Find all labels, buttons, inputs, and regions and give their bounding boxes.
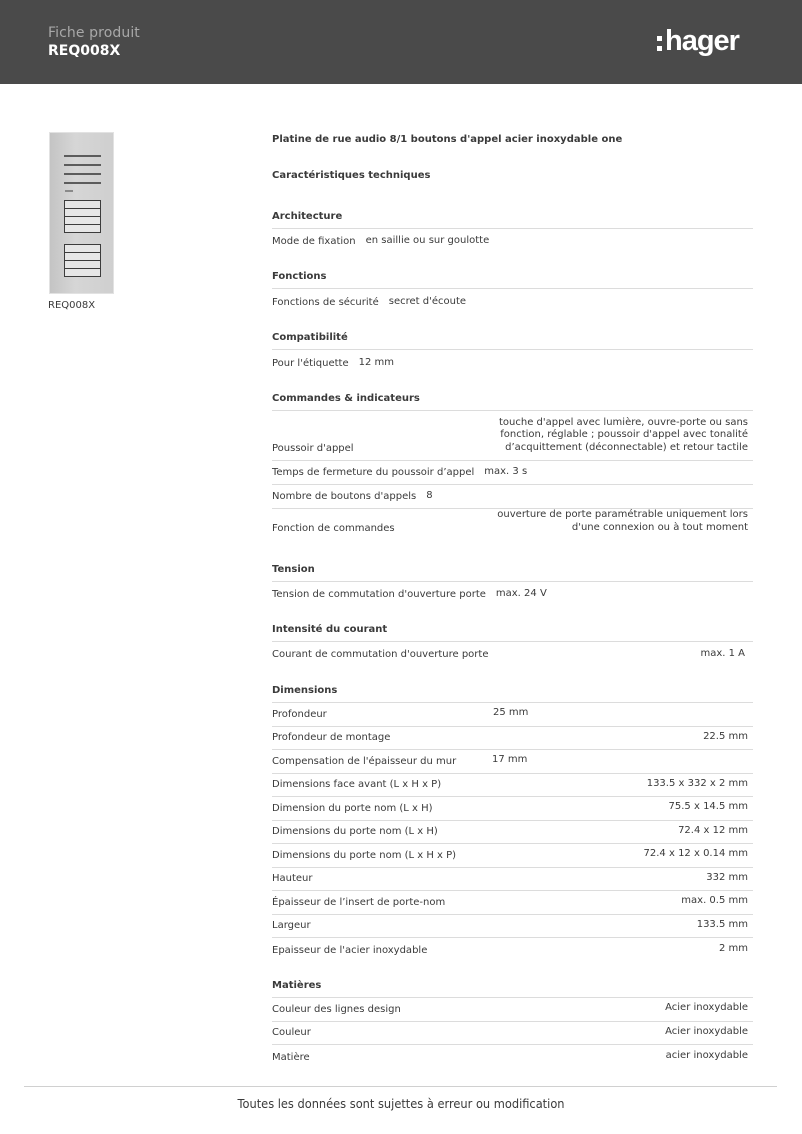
spec-row bbox=[272, 411, 753, 461]
spec-value: Acier inoxydable bbox=[665, 1025, 748, 1037]
spec-value: max. 1 A bbox=[700, 647, 745, 659]
spec-value: acier inoxydable bbox=[665, 1050, 748, 1061]
spec-row bbox=[272, 797, 753, 821]
spec-label: Hauteur bbox=[272, 873, 313, 884]
spec-row bbox=[272, 915, 753, 939]
section-title: Architecture bbox=[272, 210, 753, 229]
spec-label: Profondeur de montage bbox=[272, 732, 391, 743]
spec-value: max. 0.5 mm bbox=[681, 895, 748, 906]
section-title: Matières bbox=[272, 979, 753, 998]
spec-label: Couleur bbox=[272, 1027, 311, 1038]
section-title: Commandes & indicateurs bbox=[272, 392, 753, 411]
spec-value: 75.5 x 14.5 mm bbox=[668, 801, 748, 812]
section-title: Dimensions bbox=[272, 684, 753, 703]
panel-logo-icon bbox=[65, 190, 73, 192]
spec-label: Couleur des lignes design bbox=[272, 1003, 401, 1015]
section-dimensions bbox=[272, 684, 753, 962]
call-button-group bbox=[64, 200, 101, 233]
spec-label: Nombre de boutons d'appels bbox=[272, 491, 417, 502]
spec-label: Pour l'étiquette bbox=[272, 358, 349, 369]
spec-label: Fonction de commandes bbox=[272, 523, 395, 534]
spec-row bbox=[272, 1022, 753, 1046]
spec-value: max. 3 s bbox=[484, 465, 528, 477]
spec-row bbox=[272, 485, 753, 509]
spec-row bbox=[272, 229, 753, 253]
speaker-slot bbox=[64, 155, 101, 157]
call-button-group bbox=[64, 244, 101, 277]
product-image-caption: REQ008X bbox=[48, 300, 96, 311]
section-architecture bbox=[272, 210, 753, 253]
section-title: Tension bbox=[272, 563, 753, 582]
specs-heading: Caractéristiques techniques bbox=[272, 170, 431, 181]
spec-row bbox=[272, 642, 753, 666]
logo-colon-icon bbox=[657, 36, 662, 51]
section-tension bbox=[272, 563, 753, 606]
speaker-slot bbox=[64, 164, 101, 166]
section-matieres bbox=[272, 979, 753, 1069]
spec-label: Temps de fermeture du poussoir d’appel bbox=[272, 467, 475, 478]
spec-row bbox=[272, 350, 753, 375]
spec-label: Fonctions de sécurité bbox=[272, 297, 379, 308]
spec-value: 12 mm bbox=[358, 356, 395, 368]
spec-value: 25 mm bbox=[493, 707, 529, 718]
spec-value: secret d'écoute bbox=[388, 295, 467, 307]
spec-row bbox=[272, 998, 753, 1022]
product-image bbox=[49, 132, 114, 294]
spec-row bbox=[272, 891, 753, 915]
footer-divider bbox=[24, 1086, 777, 1087]
spec-row bbox=[272, 868, 753, 892]
spec-label: Poussoir d'appel bbox=[272, 443, 354, 454]
spec-value: 22.5 mm bbox=[703, 730, 748, 742]
section-title: Intensité du courant bbox=[272, 623, 753, 642]
spec-label: Dimension du porte nom (L x H) bbox=[272, 802, 433, 814]
speaker-slot bbox=[64, 182, 101, 184]
spec-row bbox=[272, 582, 753, 606]
spec-label: Compensation de l'épaisseur du mur bbox=[272, 755, 457, 767]
spec-value: 133.5 x 332 x 2 mm bbox=[646, 777, 748, 789]
spec-label: Tension de commutation d'ouverture porte bbox=[272, 589, 486, 600]
spec-value: touche d'appel avec lumière, ouvre-porte ou sans fonction, réglable ; poussoir d'appel avec tonalité d’acquittement (déconnectable) et retour tactile bbox=[498, 416, 748, 453]
header-product-code: REQ008X bbox=[48, 43, 121, 59]
spec-value: 133.5 mm bbox=[696, 918, 748, 930]
footer-disclaimer: Toutes les données sont sujettes à erreur ou modification bbox=[237, 1097, 565, 1111]
spec-label: Dimensions du porte nom (L x H x P) bbox=[272, 849, 457, 861]
spec-label: Dimensions face avant (L x H x P) bbox=[272, 779, 442, 790]
header-subtitle: Fiche produit bbox=[48, 25, 140, 41]
spec-row bbox=[272, 844, 753, 868]
spec-value: 17 mm bbox=[492, 754, 528, 765]
spec-row bbox=[272, 703, 753, 727]
spec-value: max. 24 V bbox=[495, 587, 547, 599]
spec-label: Mode de fixation bbox=[272, 236, 356, 247]
spec-row bbox=[272, 821, 753, 845]
spec-value: Acier inoxydable bbox=[665, 1002, 748, 1013]
spec-label: Largeur bbox=[272, 920, 311, 931]
section-title: Fonctions bbox=[272, 270, 753, 289]
spec-value: 332 mm bbox=[706, 871, 748, 883]
spec-value: ouverture de porte paramétrable uniquement lors d'une connexion ou à tout moment bbox=[497, 509, 748, 533]
spec-row bbox=[272, 727, 753, 751]
speaker-slot bbox=[64, 173, 101, 175]
spec-row bbox=[272, 289, 753, 314]
spec-value: 8 bbox=[426, 489, 433, 501]
page-header bbox=[0, 0, 802, 84]
section-intensite bbox=[272, 623, 753, 666]
spec-row bbox=[272, 750, 753, 774]
spec-label: Épaisseur de l’insert de porte-nom bbox=[272, 896, 446, 908]
spec-label: Dimensions du porte nom (L x H) bbox=[272, 826, 438, 837]
product-name: Platine de rue audio 8/1 boutons d'appel acier inoxydable one bbox=[272, 134, 623, 145]
spec-label: Courant de commutation d'ouverture porte bbox=[272, 649, 489, 660]
spec-label: Profondeur bbox=[272, 708, 327, 720]
spec-value: en saillie ou sur goulotte bbox=[365, 234, 490, 246]
spec-row bbox=[272, 774, 753, 798]
spec-value: 72.4 x 12 x 0.14 mm bbox=[643, 848, 748, 859]
spec-row bbox=[272, 938, 753, 962]
spec-row bbox=[272, 509, 753, 540]
spec-label: Matière bbox=[272, 1051, 310, 1063]
hager-logo bbox=[657, 24, 739, 58]
section-commandes bbox=[272, 392, 753, 540]
section-fonctions bbox=[272, 270, 753, 314]
spec-label: Epaisseur de l'acier inoxydable bbox=[272, 944, 428, 956]
logo-text: hager bbox=[665, 24, 739, 57]
spec-row bbox=[272, 1045, 753, 1069]
section-compatibilite bbox=[272, 331, 753, 375]
section-title: Compatibilité bbox=[272, 331, 753, 350]
spec-value: 2 mm bbox=[718, 943, 748, 954]
spec-row bbox=[272, 461, 753, 485]
spec-value: 72.4 x 12 mm bbox=[678, 824, 748, 836]
